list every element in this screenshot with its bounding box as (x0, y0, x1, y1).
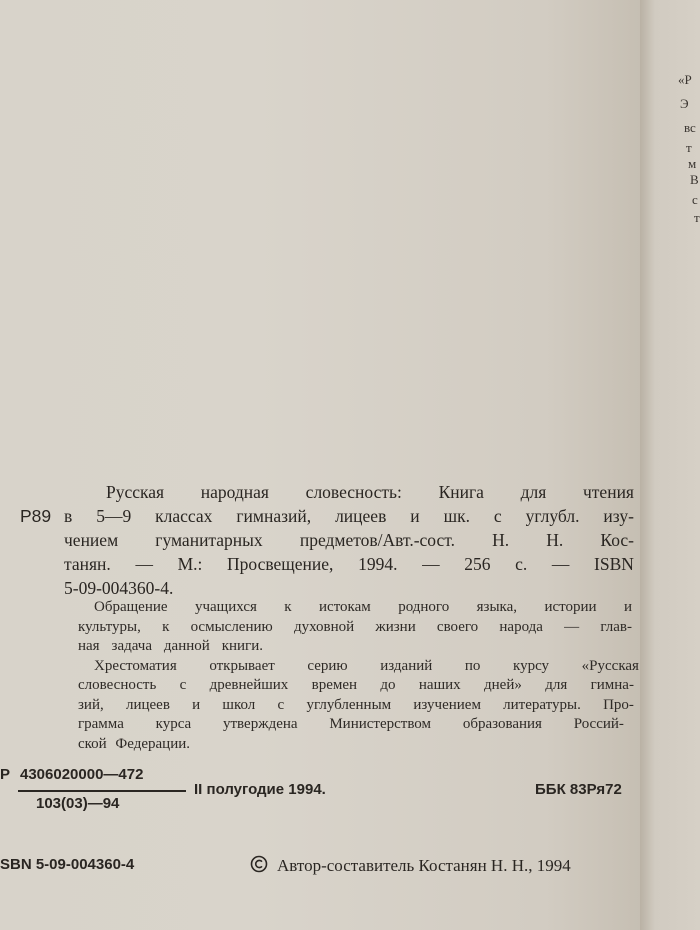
annotation-line: грамма курса утверждена Министерством образования Россий- (78, 716, 624, 732)
adjacent-page-fragment: «Р (678, 72, 692, 87)
adjacent-page-fragment: с (692, 192, 698, 207)
catalog-line: 5-09-004360-4. (64, 578, 174, 598)
imprint-letter: Р (0, 766, 11, 783)
fraction-divider (18, 790, 186, 792)
isbn-number: SBN 5-09-004360-4 (0, 856, 135, 873)
annotation-line: Хрестоматия открывает серию изданий по курсу «Русская (94, 657, 639, 674)
adjacent-page-fragment: вс (684, 120, 696, 135)
catalog-line: в 5—9 классах гимназий, лицеев и шк. с углубл. изу- (64, 506, 634, 526)
annotation-line: культуры, к осмыслению духовной жизни своего народа — глав- (78, 618, 632, 635)
udc-index: Р89 (20, 506, 52, 526)
copyright-icon (250, 855, 268, 873)
catalog-card (64, 480, 636, 600)
adjacent-page-fragment: т (694, 210, 700, 225)
annotation-line: ная задача данной книги. (78, 638, 263, 654)
catalog-code-denominator: 103(03)—94 (36, 795, 120, 812)
annotation-line: словесность с древнейших времен до наших дней» для гимна- (78, 677, 634, 693)
catalog-line: танян. — М.: Просвещение, 1994. — 256 с. — ISBN (64, 554, 634, 574)
adjacent-page-fragment: Э (680, 96, 689, 111)
catalog-line: Русская народная словесность: Книга для чтения (106, 482, 634, 502)
copyright-text: Автор-составитель Костанян Н. Н., 1994 (277, 856, 571, 875)
adjacent-page-edge (640, 0, 700, 930)
bbk-index: ББК 83Ря72 (535, 781, 622, 798)
adjacent-page-fragment: В (690, 172, 699, 187)
adjacent-page-fragment: т (686, 140, 692, 155)
catalog-line: чением гуманитарных предметов/Авт.-сост. Н. Н. Кос- (64, 530, 634, 550)
catalog-code-numerator: 4306020000—472 (20, 766, 144, 783)
annotation-text (78, 598, 639, 754)
adjacent-page-fragment: м (688, 156, 697, 171)
annotation-line: зий, лицеев и школ с углубленным изучением литературы. Про- (78, 696, 634, 713)
publication-period: II полугодие 1994. (194, 781, 326, 798)
annotation-line: ской Федерации. (78, 735, 190, 752)
annotation-line: Обращение учащихся к истокам родного языка, истории и (94, 599, 632, 615)
